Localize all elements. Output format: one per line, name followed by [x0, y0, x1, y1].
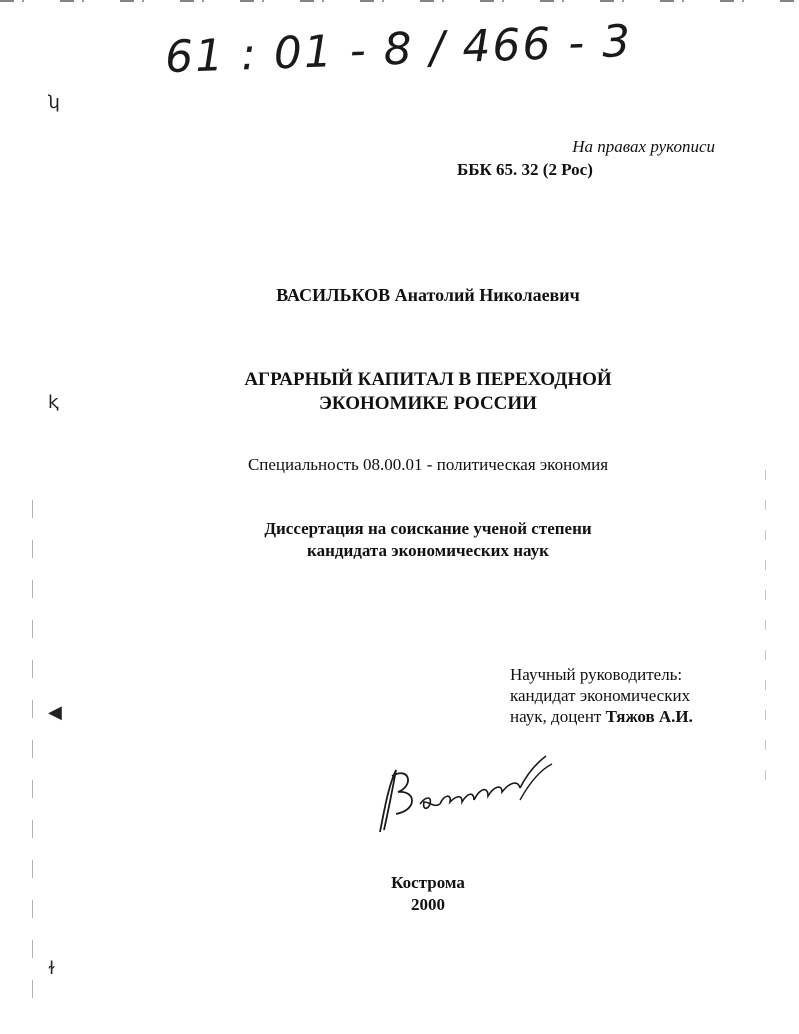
degree-statement — [0, 518, 799, 562]
place-and-year — [0, 872, 799, 916]
advisor-name: Тяжов А.И. — [605, 707, 693, 726]
scientific-advisor — [510, 664, 693, 727]
margin-mark-1: ʮ — [48, 92, 60, 113]
title-line-1: АГРАРНЫЙ КАПИТАЛ В ПЕРЕХОДНОЙ — [244, 369, 612, 390]
year: 2000 — [411, 895, 445, 914]
advisor-line-2: кандидат экономических — [510, 686, 691, 705]
author-signature — [370, 752, 560, 842]
rights-note: На правах рукописи — [572, 137, 715, 156]
bbk-index: ББК 65. 32 (2 Рос) — [457, 160, 593, 179]
scan-edge-left — [32, 500, 33, 1020]
degree-line-1: Диссертация на соискание ученой степени — [264, 519, 592, 538]
advisor-rank: наук, доцент — [510, 707, 602, 726]
author-name: ВАСИЛЬКОВ Анатолий Николаевич — [276, 285, 580, 305]
advisor-line-3 — [510, 706, 693, 727]
dissertation-title — [0, 368, 799, 416]
margin-mark-3: ◀ — [48, 702, 62, 723]
city: Кострома — [391, 873, 465, 892]
specialty: Специальность 08.00.01 - политическая экономия — [247, 455, 609, 474]
margin-mark-2: ⱪ — [48, 392, 59, 413]
title-line-2: ЭКОНОМИКЕ РОССИИ — [319, 393, 537, 414]
advisor-line-1: Научный руководитель: — [510, 665, 683, 684]
margin-mark-4: ɫ — [48, 958, 56, 979]
degree-line-2: кандидата экономических наук — [307, 541, 549, 560]
handwritten-catalog-code: 61 : 01 - 8 / 466 - 3 — [164, 15, 633, 84]
scan-edge-top — [0, 0, 799, 2]
